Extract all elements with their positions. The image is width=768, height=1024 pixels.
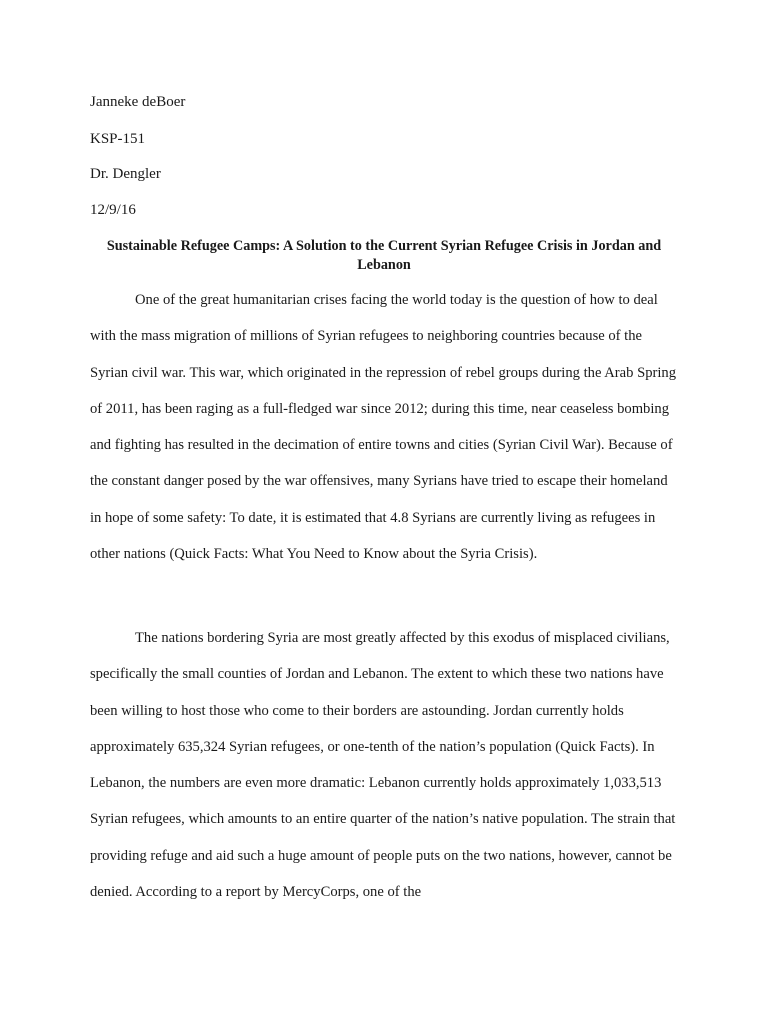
document-title: Sustainable Refugee Camps: A Solution to the Current Syrian Refugee Crisis in Jordan and Lebanon xyxy=(106,238,662,273)
instructor-name: Dr. Dengler xyxy=(90,166,161,182)
body-paragraph-1: One of the great humanitarian crises facing the world today is the question of how to deal with the mass migration of millions of Syrian refugees to neighboring countries because of the Syrian civil war. This war, which originated in the repression of rebel groups during the Arab Spring of 2011, has been raging as a full-fledged war since 2012; during this time, near ceaseless bombing and fighting has resulted in the decimation of entire towns and cities (Syrian Civil War). Because of the constant danger posed by the war offensives, many Syrians have tried to escape their homeland in hope of some safety: To date, it is estimated that 4.8 Syrians are currently living as refugees in other nations (Quick Facts: What You Need to Know about the Syria Crisis). xyxy=(90,292,677,563)
author-name: Janneke deBoer xyxy=(90,94,186,110)
document-date: 12/9/16 xyxy=(90,202,136,218)
course-code: KSP-151 xyxy=(90,131,146,147)
body-paragraph-2: The nations bordering Syria are most greatly affected by this exodus of misplaced civilians, specifically the small counties of Jordan and Lebanon. The extent to which these two nations have been willing to host those who come to their borders are astounding. Jordan currently holds approximately 635,324 Syrian refugees, or one-tenth of the nation’s population (Quick Facts). In Lebanon, the numbers are even more dramatic: Lebanon currently holds approximately 1,033,513 Syrian refugees, which amounts to an entire quarter of the nation’s native population. The strain that providing refuge and aid such a huge amount of people puts on the two nations, however, cannot be denied. According to a report by MercyCorps, one of the xyxy=(90,630,676,901)
